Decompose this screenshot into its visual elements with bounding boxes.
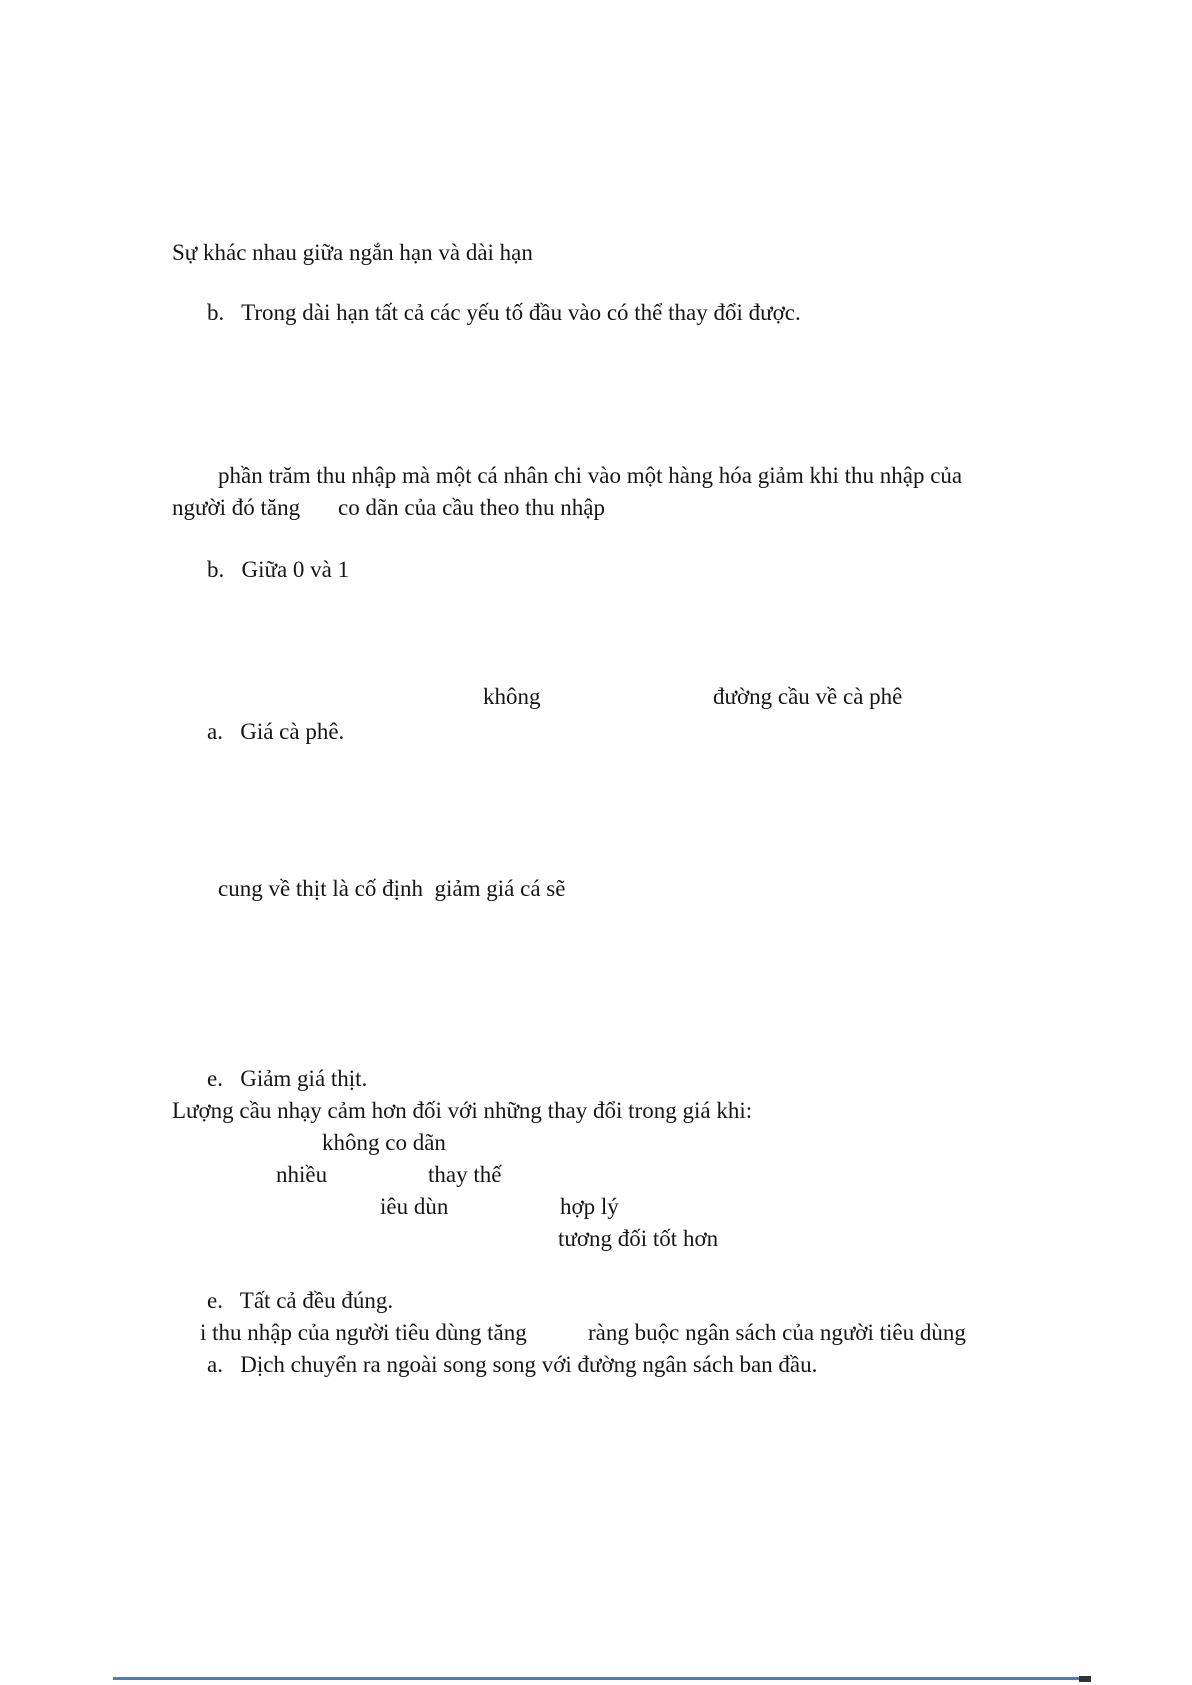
question-text-income-share-line1: phần trăm thu nhập mà một cá nhân chi vào một hàng hóa giảm khi thu nhập của	[218, 463, 963, 488]
option-e-all-correct: e. Tất cả đều đúng.	[207, 1288, 394, 1313]
fragment-substitutes: thay thế	[428, 1162, 502, 1187]
option-b-long-run-inputs: b. Trong dài hạn tất cả các yếu tố đầu vào có thể thay đổi được.	[207, 300, 801, 325]
question-text-coffee-demand-curve: đường cầu về cà phê	[713, 684, 903, 709]
question-text-demand-sensitivity: Lượng cầu nhạy cảm hơn đối với những thay đổi trong giá khi:	[172, 1098, 753, 1123]
question-text-income-elasticity: co dãn của cầu theo thu nhập	[338, 495, 605, 520]
question-text-income-increase: i thu nhập của người tiêu dùng tăng	[200, 1320, 527, 1345]
option-e-meat-price-drop: e. Giảm giá thịt.	[207, 1066, 368, 1091]
fragment-reasonable: hợp lý	[560, 1194, 619, 1219]
option-b-between-0-and-1: b. Giữa 0 và 1	[207, 557, 350, 582]
question-text-short-vs-long-run: Sự khác nhau giữa ngắn hạn và dài hạn	[172, 240, 533, 265]
fragment-consumption: iêu dùn	[380, 1194, 449, 1219]
question-text-budget-constraint: ràng buộc ngân sách của người tiêu dùng	[588, 1320, 966, 1345]
question-text-income-share-line2: người đó tăng	[172, 495, 301, 520]
fragment-many: nhiều	[276, 1162, 328, 1187]
option-a-coffee-price: a. Giá cà phê.	[207, 719, 345, 744]
fragment-relatively-better: tương đối tốt hơn	[558, 1226, 719, 1251]
divider-end-mark	[1079, 1676, 1091, 1682]
fragment-inelastic: không co dãn	[322, 1130, 446, 1155]
option-a-parallel-shift: a. Dịch chuyển ra ngoài song song với đường ngân sách ban đầu.	[207, 1352, 818, 1377]
question-text-khong: không	[483, 684, 541, 709]
page-bottom-divider	[113, 1677, 1079, 1680]
question-text-meat-supply-fixed: cung về thịt là cố định giảm giá cá sẽ	[218, 876, 566, 901]
